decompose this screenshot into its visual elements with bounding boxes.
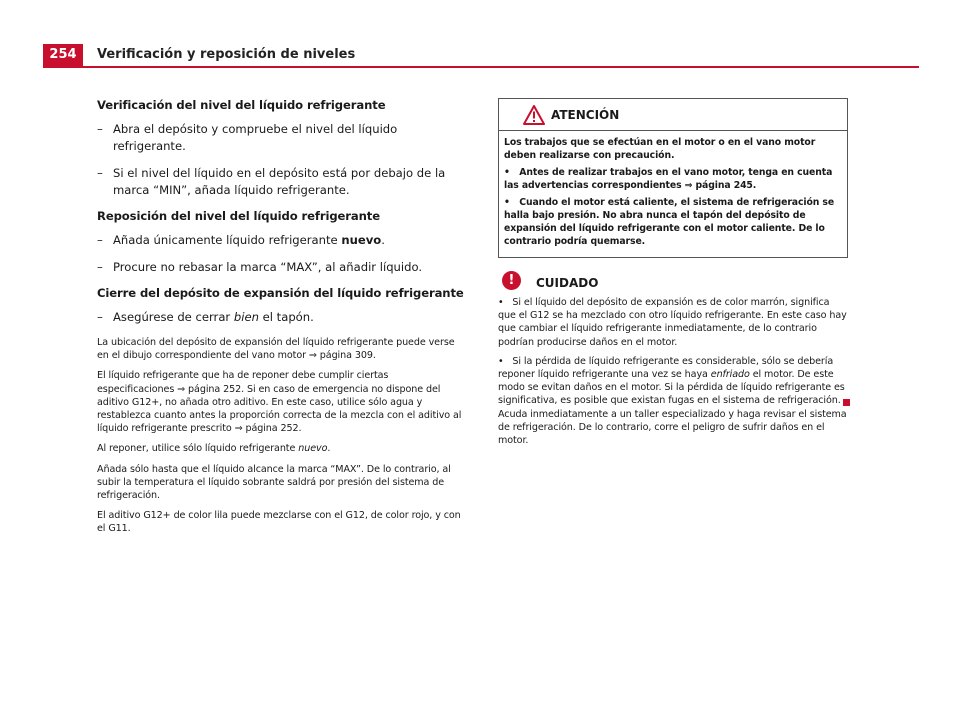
warning-title: ATENCIÓN — [551, 107, 620, 122]
warning-item-1 — [504, 166, 841, 192]
warning-item-1-text: Antes de realizar trabajos en el vano motor, tenga en cuenta las advertencias correspondientes ⇒ página 245. — [504, 167, 833, 191]
bullet-marker: • — [504, 167, 510, 178]
dash-marker: – — [97, 260, 103, 274]
refill-step-1-pre: Añada únicamente líquido refrigerante — [113, 233, 342, 247]
warning-box — [498, 98, 848, 258]
caution-header — [502, 270, 848, 290]
paragraph-specification: El líquido refrigerante que ha de reponer debe cumplir ciertas especificaciones ⇒ página 252. Si en caso de emergencia no dispone del aditivo G12+, no añada otro aditivo. En este caso, utilice sólo agua y restablezca cuanto antes la proporción correcta de la mezcla con el aditivo al líquido refrigerante prescrito ⇒ página 252. — [97, 370, 462, 435]
refill-heading: Reposición del nivel del líquido refrigerante — [97, 209, 380, 223]
caution-item-2 — [498, 355, 848, 447]
warning-intro: Los trabajos que se efectúan en el motor o en el vano motor deben realizarse con precaución. — [504, 137, 816, 161]
caution-item-2-post: el motor. De este modo se evitan daños en el motor. Si la pérdida de líquido refrigerante es significativa, es posible que existan fugas en el sistema de refrigeración. Acuda inmediatamente a un taller especializado y haga revisar el sistema de refrigeración. De lo contrario, corre el peligro de sufrir daños en el motor. — [498, 369, 847, 447]
refill-step-2-text: Procure no rebasar la marca “MAX”, al añadir líquido. — [113, 260, 423, 274]
check-heading: Verificación del nivel del líquido refrigerante — [97, 98, 386, 112]
caution-item-1-text: Si el líquido del depósito de expansión es de color marrón, significa que el G12 se ha mezclado con otro líquido refrigerante. En este caso hay que cambiar el líquido refrigerante inmediatamente, de lo contrario podrían producirse daños en el motor. — [498, 297, 847, 348]
right-column — [498, 98, 848, 453]
paragraph-location: La ubicación del depósito de expansión del líquido refrigerante puede verse en el dibujo correspondiente del vano motor ⇒ página 309. — [97, 337, 455, 362]
para3-pre: Al reponer, utilice sólo líquido refrigerante — [97, 443, 299, 455]
dash-marker: – — [97, 166, 103, 180]
paragraph-additive: El aditivo G12+ de color lila puede mezclarse con el G12, de color rojo, y con el G11. — [97, 510, 461, 535]
dash-marker: – — [97, 233, 103, 247]
caution-item-1 — [498, 296, 848, 349]
close-step-em: bien — [233, 310, 259, 324]
warning-item-2-text: Cuando el motor está caliente, el sistema de refrigeración se halla bajo presión. No abra nunca el tapón del depósito de expansión del líquido refrigerante con el motor caliente. De lo contrario podría quemarse. — [504, 197, 835, 247]
warning-triangle-icon — [523, 105, 545, 125]
dash-marker: – — [97, 122, 103, 136]
para3-em: nuevo — [298, 443, 328, 455]
caution-exclamation-icon: ! — [502, 271, 521, 290]
bullet-marker: • — [504, 197, 510, 208]
page-title: Verificación y reposición de niveles — [97, 47, 356, 62]
bullet-marker: • — [498, 355, 504, 367]
close-step-pre: Asegúrese de cerrar — [113, 310, 234, 324]
page-number: 254 — [43, 44, 83, 66]
check-step-1-text: Abra el depósito y compruebe el nivel del líquido refrigerante. — [113, 122, 398, 153]
paragraph-new-coolant — [97, 442, 464, 455]
header-divider — [43, 66, 919, 68]
check-step-2 — [97, 165, 464, 199]
refill-step-1-bold: nuevo — [341, 233, 382, 247]
warning-item-2 — [504, 196, 841, 248]
left-column — [97, 98, 464, 543]
para3-post: . — [327, 443, 331, 455]
check-step-1 — [97, 121, 464, 155]
refill-step-2 — [97, 259, 464, 276]
dash-marker: – — [97, 310, 103, 324]
caution-item-2-pre: Si la pérdida de líquido refrigerante es considerable, sólo se debería reponer líquido refrigerante una vez se haya — [498, 355, 834, 381]
refill-step-1 — [97, 232, 464, 249]
warning-header — [499, 99, 847, 131]
paragraph-max-mark: Añada sólo hasta que el líquido alcance la marca “MAX”. De lo contrario, al subir la temperatura el líquido sobrante saldrá por presión del sistema de refrigeración. — [97, 463, 451, 502]
refill-step-1-post: . — [381, 233, 385, 247]
close-step-post: el tapón. — [258, 310, 314, 324]
section-end-marker — [843, 399, 850, 406]
bullet-marker: • — [498, 297, 504, 308]
close-heading: Cierre del depósito de expansión del líquido refrigerante — [97, 286, 464, 300]
check-step-2-text: Si el nivel del líquido en el depósito está por debajo de la marca “MIN”, añada líquido refrigerante. — [113, 166, 446, 197]
warning-body — [499, 131, 847, 257]
close-step — [97, 309, 464, 326]
caution-title: CUIDADO — [536, 276, 599, 290]
caution-item-2-em: enfriado — [710, 369, 750, 381]
